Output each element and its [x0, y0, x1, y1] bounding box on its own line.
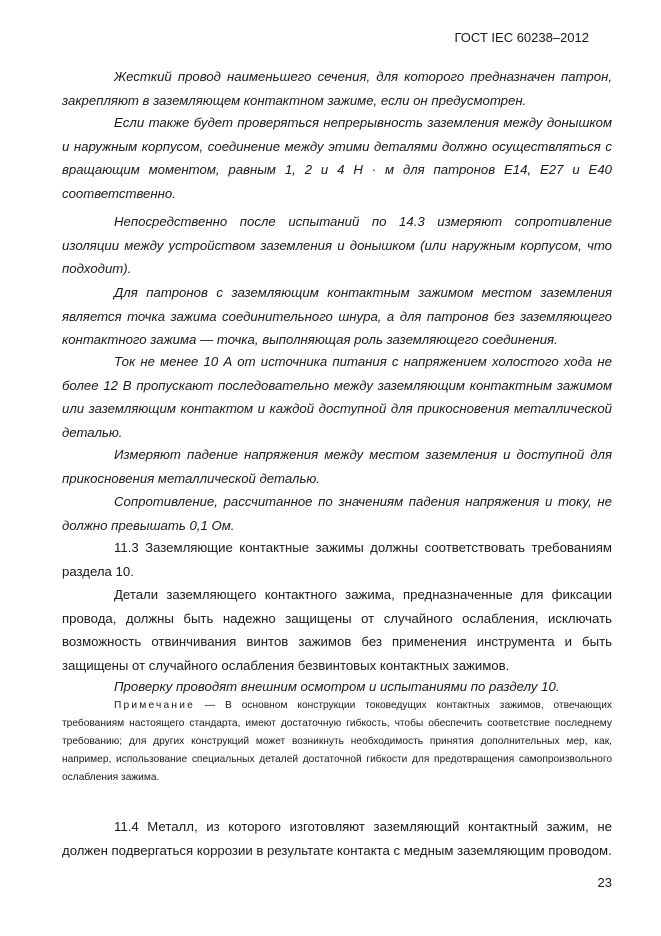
clause-11-3: 11.3 Заземляющие контактные зажимы должны соответствовать требованиям раздела 10.: [62, 540, 612, 579]
paragraph-insulation-resistance: Непосредственно после испытаний по 14.3 измеряют сопротивление изоляции между устройством заземления и донышком (или наружным корпусом, что подходит).: [62, 214, 612, 276]
paragraph-grounding-point: Для патронов с заземляющим контактным зажимом местом заземления является точка зажима соединительного шнура, а для патронов без заземляющего контактного зажима — точка, выполняющая роль заземляющего соединения.: [62, 285, 612, 347]
page-header: ГОСТ IEC 60238–2012: [454, 30, 589, 45]
paragraph-resistance-limit: Сопротивление, рассчитанное по значениям падения напряжения и току, не должно превышать 0,1 Ом.: [62, 494, 612, 533]
paragraph-continuity-check: Если также будет проверяться непрерывность заземления между донышком и наружным корпусом, соединение между этими деталями должно осуществляться с вращающим моментом, равным 1, 2 и 4 Н · м для патронов Е14, Е27 и Е40 соответственно.: [62, 115, 612, 201]
note-text: — В основном конструкции токоведущих контактных зажимов, отвечающих требованиям настоящего стандарта, имеют достаточную гибкость, чтобы обеспечить соответствие последнему требованию; для других конструкций может возникнуть необходимость принятия дополнительных мер, как, например, использование специальных деталей достаточной гибкости для предотвращения самопроизвольного ослабления зажима.: [62, 700, 612, 783]
paragraph-current-test: Ток не менее 10 А от источника питания с напряжением холостого хода не более 12 В пропускают последовательно между заземляющим контактным зажимом или заземляющим контактом и каждой доступной для прикосновения металлической деталью.: [62, 354, 612, 440]
paragraph-clamp-parts: Детали заземляющего контактного зажима, предназначенные для фиксации провода, должны быть надежно защищены от случайного ослабления, исключать возможность отвинчивания винтов зажимов без применения инструмента и быть защищены от случайного ослабления безвинтовых контактных зажимов.: [62, 587, 612, 673]
paragraph-inspection: Проверку проводят внешним осмотром и испытаниями по разделу 10.: [114, 679, 560, 694]
paragraph-rigid-wire: Жесткий провод наименьшего сечения, для которого предназначен патрон, закрепляют в заземляющем контактном зажиме, если он предусмотрен.: [62, 69, 612, 108]
note-label: Примечание: [114, 700, 195, 711]
note-paragraph: [62, 697, 612, 787]
clause-11-4: 11.4 Металл, из которого изготовляют заземляющий контактный зажим, не должен подвергаться коррозии в результате контакта с медным заземляющим проводом.: [62, 819, 612, 858]
paragraph-voltage-drop: Измеряют падение напряжения между местом заземления и доступной для прикосновения металлической деталью.: [62, 447, 612, 486]
page-number: 23: [597, 875, 612, 890]
